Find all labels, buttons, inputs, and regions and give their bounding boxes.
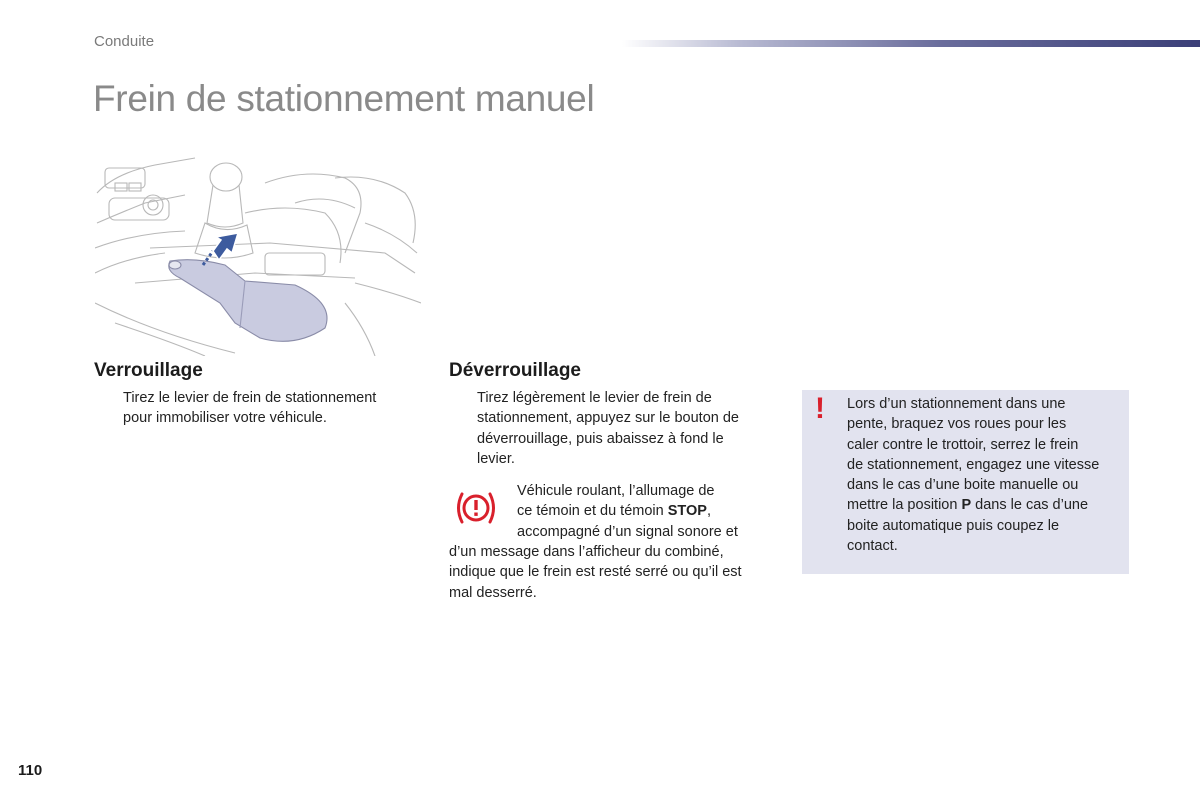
exclamation-icon: !: [815, 392, 825, 425]
verrouillage-heading: Verrouillage: [94, 360, 203, 381]
warning-text-full: d’un message dans l’afficheur du combiné, indique que le frein est resté serré ou qu’il est mal desserré.: [449, 544, 742, 601]
stop-label: STOP: [667, 503, 707, 520]
page-title: Frein de stationnement manuel: [93, 78, 595, 119]
note-text: Lors d’un stationnement dans une pente, braquez vos roues pour les caler contre le trottoir, serrez le frein de stationnement, engagez une vitesse dans le cas d’une boite manuelle ou mettre la position P dans le cas d’une boite automatique puis coupez le contact.: [847, 396, 1100, 555]
page-number: 110: [18, 762, 43, 779]
parking-brake-lever-illustration: [95, 153, 421, 356]
deverrouillage-heading: Déverrouillage: [449, 360, 581, 381]
position-p-label: P: [961, 497, 972, 514]
warning-text-indented: Véhicule roulant, l’allumage de ce témoin et du témoin STOP, accompagné d’un signal sonore et: [517, 483, 738, 540]
header-bar: [622, 40, 1200, 47]
deverrouillage-instruction: Tirez légèrement le levier de frein de stationnement, appuyez sur le bouton de déverrouillage, puis abaissez à fond le levier.: [477, 390, 739, 467]
verrouillage-instruction: Tirez le levier de frein de stationnement pour immobiliser votre véhicule.: [123, 390, 377, 427]
pull-up-arrow-icon: [203, 233, 238, 265]
section-label: Conduite: [94, 33, 155, 50]
brake-warning-icon: [454, 490, 498, 526]
